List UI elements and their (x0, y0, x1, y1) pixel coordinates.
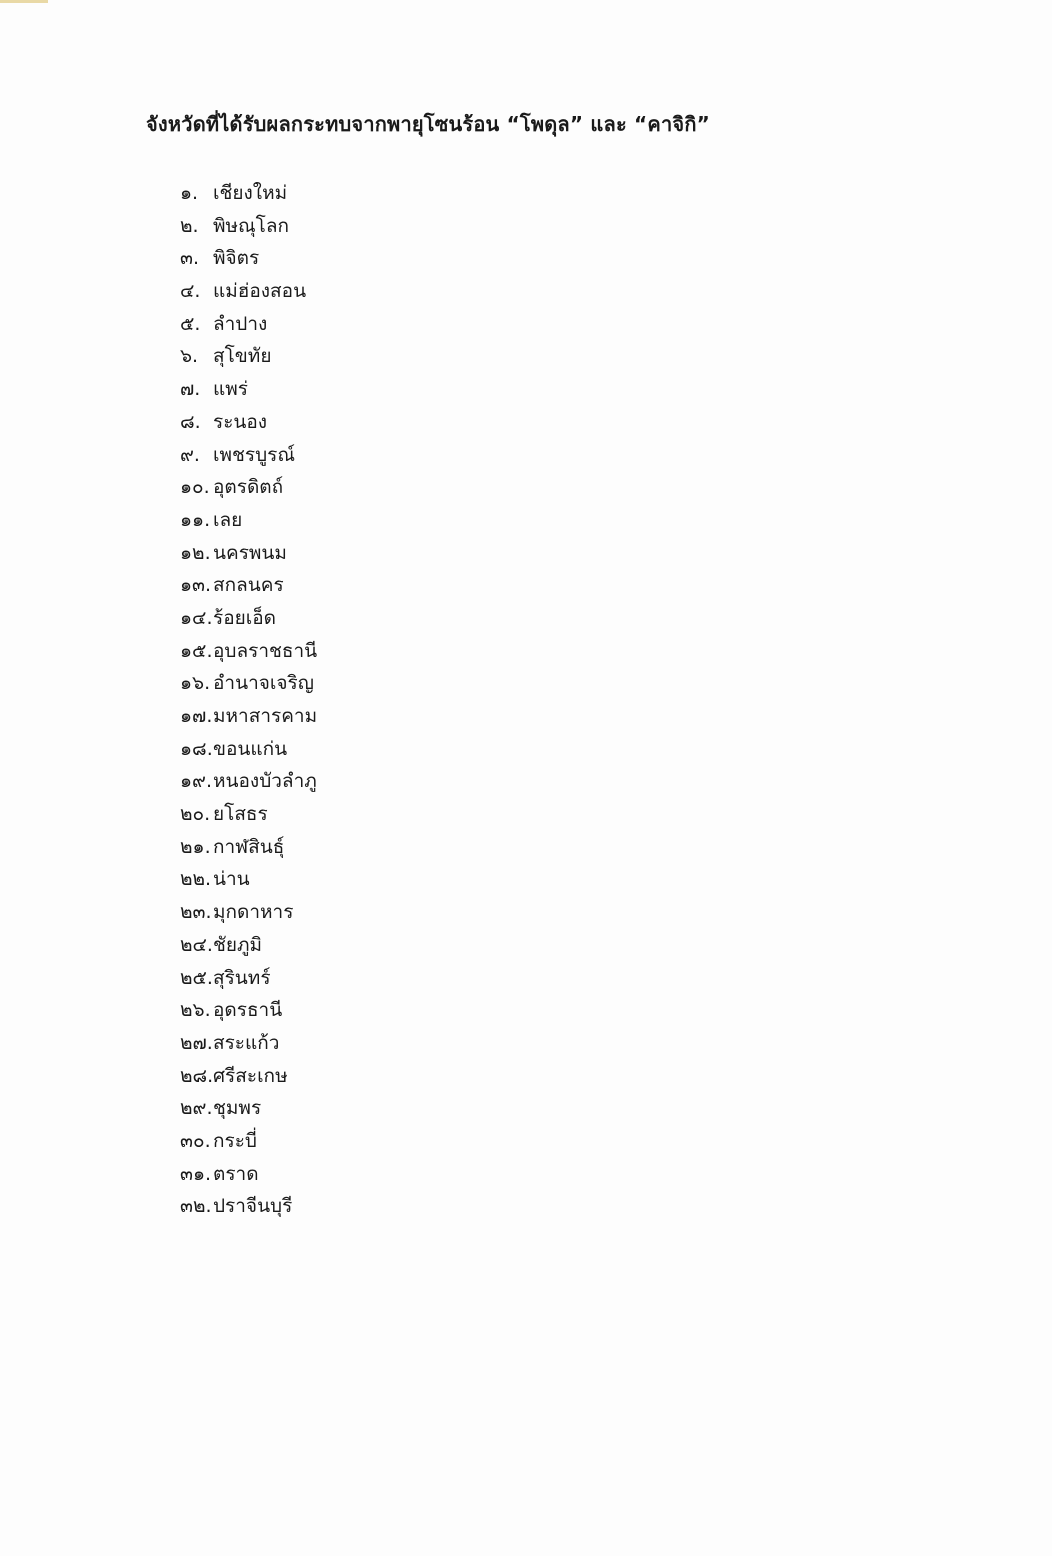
province-item (180, 1190, 317, 1223)
province-name: อุบลราชธานี (213, 639, 318, 662)
province-number: ๔. (180, 280, 201, 303)
province-number: ๒๙. (180, 1097, 213, 1120)
province-name: แม่ฮ่องสอน (213, 280, 307, 303)
province-item (180, 1158, 317, 1191)
province-number: ๗. (180, 378, 201, 401)
province-number: ๒. (180, 214, 199, 237)
province-number: ๓๐. (180, 1129, 211, 1152)
province-item (180, 994, 317, 1027)
province-number: ๓๑. (180, 1162, 212, 1185)
province-item (180, 406, 317, 439)
province-item (180, 896, 317, 929)
province-name: สุรินทร์ (213, 966, 271, 989)
province-name: ระนอง (213, 410, 268, 433)
province-item (180, 765, 317, 798)
province-name: สระแก้ว (213, 1031, 280, 1054)
province-item (180, 733, 317, 766)
province-number: ๒๑. (180, 835, 211, 858)
province-number: ๑๓. (180, 574, 212, 597)
province-number: ๑๖. (180, 672, 211, 695)
province-item (180, 962, 317, 995)
province-name: มหาสารคาม (213, 705, 318, 727)
province-number: ๓. (180, 247, 200, 270)
province-item (180, 1060, 317, 1093)
province-name: เพชรบูรณ์ (213, 443, 296, 466)
province-number: ๒๖. (180, 999, 211, 1022)
province-name: ชุมพร (213, 1097, 262, 1120)
province-item (180, 1027, 317, 1060)
province-name: อุดรธานี (213, 999, 283, 1022)
document-title: จังหวัดที่ได้รับผลกระทบจากพายุโซนร้อน “โพดุล” และ “คาจิกิ” (146, 112, 710, 136)
province-name: กระบี่ (213, 1129, 257, 1152)
province-number: ๑๘. (180, 737, 213, 760)
province-name: ปราจีนบุรี (213, 1195, 293, 1218)
province-name: นครพนม (213, 541, 287, 564)
province-number: ๒๗. (180, 1031, 213, 1054)
province-number: ๑๙. (180, 770, 213, 793)
province-item (180, 471, 317, 504)
province-name: ขอนแก่น (213, 737, 288, 760)
province-number: ๓๒. (180, 1195, 212, 1218)
province-name: เลย (213, 508, 243, 531)
province-item (180, 340, 317, 373)
province-number: ๑๑. (180, 508, 211, 531)
province-number: ๕. (180, 312, 201, 335)
province-item (180, 1125, 317, 1158)
province-number: ๑๗. (180, 705, 213, 727)
province-number: ๒๓. (180, 901, 212, 924)
province-name: แพร่ (213, 378, 248, 401)
province-item (180, 177, 317, 210)
province-number: ๒๐. (180, 803, 211, 826)
province-number: ๙. (180, 443, 200, 466)
province-name: ศรีสะเกษ (213, 1064, 288, 1087)
province-name: มุกดาหาร (213, 901, 294, 924)
province-item (180, 308, 317, 341)
province-list (180, 177, 317, 1223)
province-item (180, 929, 317, 962)
province-item (180, 275, 317, 308)
province-name: พิจิตร (213, 247, 260, 270)
province-number: ๑๔. (180, 606, 213, 629)
province-item (180, 602, 317, 635)
province-item (180, 635, 317, 668)
province-number: ๑๕. (180, 639, 213, 662)
province-item (180, 863, 317, 896)
province-name: ชัยภูมิ (213, 933, 263, 956)
province-number: ๒๕. (180, 966, 213, 989)
province-item (180, 373, 317, 406)
province-number: ๑๐. (180, 476, 210, 499)
province-item (180, 700, 317, 733)
province-name: สุโขทัย (213, 345, 272, 368)
province-item (180, 439, 317, 472)
province-name: อุตรดิตถ์ (213, 476, 284, 499)
province-number: ๒๒. (180, 868, 212, 891)
province-number: ๖. (180, 345, 199, 368)
province-item (180, 667, 317, 700)
province-item (180, 798, 317, 831)
province-name: สกลนคร (213, 574, 284, 597)
province-item (180, 1092, 317, 1125)
province-name: หนองบัวลำภู (213, 770, 317, 793)
province-name: พิษณุโลก (213, 214, 290, 237)
province-name: กาฬสินธุ์ (213, 835, 285, 858)
province-number: ๑. (180, 182, 199, 204)
province-name: ตราด (213, 1162, 259, 1185)
province-name: อำนาจเจริญ (213, 672, 314, 695)
province-name: ร้อยเอ็ด (213, 606, 276, 629)
province-item (180, 242, 317, 275)
province-number: ๑๒. (180, 541, 211, 564)
province-item (180, 831, 317, 864)
province-item (180, 504, 317, 537)
province-name: ลำปาง (213, 312, 268, 335)
province-name: เชียงใหม่ (213, 182, 288, 204)
province-name: น่าน (213, 868, 250, 891)
province-item (180, 537, 317, 570)
province-item (180, 569, 317, 602)
province-name: ยโสธร (213, 803, 268, 826)
province-number: ๒๔. (180, 933, 213, 956)
province-number: ๒๘. (180, 1064, 214, 1087)
scan-edge-mark (0, 0, 48, 3)
province-number: ๘. (180, 410, 201, 433)
province-item (180, 210, 317, 243)
